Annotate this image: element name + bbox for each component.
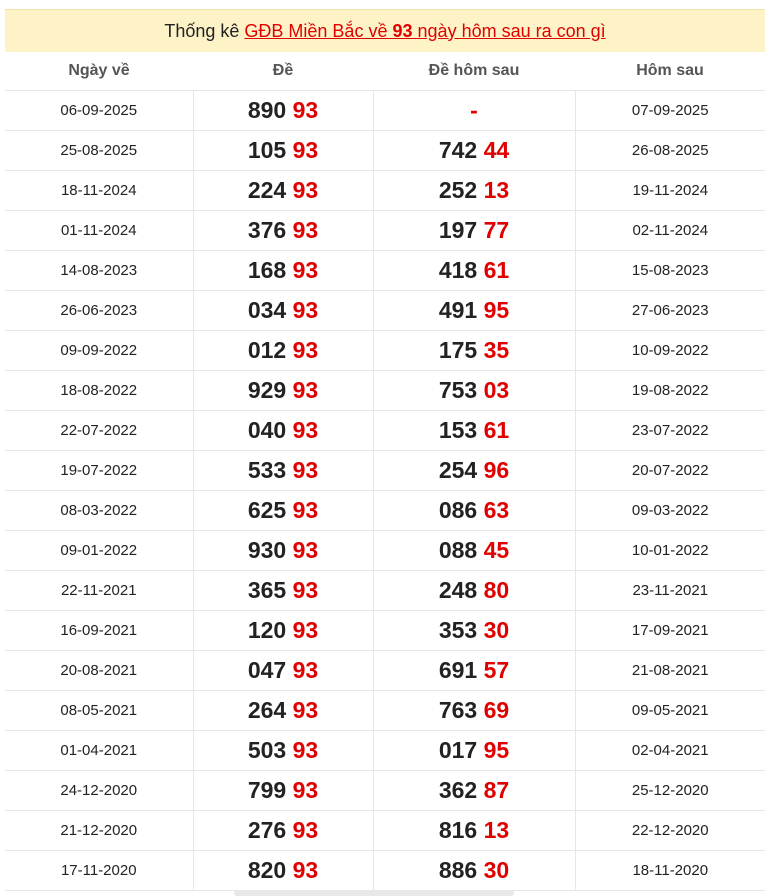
cell-next-date: 26-08-2025 — [575, 131, 765, 171]
next-tail: 87 — [483, 777, 510, 803]
de-head: 047 — [247, 657, 287, 683]
next-tail: 44 — [483, 137, 510, 163]
de-head: 040 — [247, 417, 287, 443]
cell-next-de — [373, 691, 575, 731]
de-head: 533 — [247, 457, 287, 483]
de-tail: 93 — [292, 297, 319, 323]
cell-date: 20-08-2021 — [5, 651, 193, 691]
de-tail: 93 — [292, 97, 319, 123]
cell-de — [193, 411, 373, 451]
cell-next-de — [373, 651, 575, 691]
table-row — [5, 211, 765, 251]
scrollbar-hint — [234, 890, 514, 896]
cell-next-de — [373, 611, 575, 651]
next-tail: 61 — [483, 417, 510, 443]
cell-next-date: 09-05-2021 — [575, 691, 765, 731]
next-head: 362 — [438, 777, 478, 803]
table-row — [5, 411, 765, 451]
cell-de — [193, 371, 373, 411]
cell-de — [193, 91, 373, 131]
table-row — [5, 851, 765, 891]
table-row — [5, 291, 765, 331]
table-row — [5, 171, 765, 211]
cell-next-de — [373, 411, 575, 451]
cell-de — [193, 251, 373, 291]
de-head: 168 — [247, 257, 287, 283]
cell-next-de — [373, 531, 575, 571]
cell-next-de — [373, 291, 575, 331]
cell-de — [193, 211, 373, 251]
cell-date: 06-09-2025 — [5, 91, 193, 131]
cell-date: 22-07-2022 — [5, 411, 193, 451]
de-head: 890 — [247, 97, 287, 123]
de-tail: 93 — [292, 657, 319, 683]
next-tail: 69 — [483, 697, 510, 723]
cell-next-de — [373, 851, 575, 891]
cell-next-date: 20-07-2022 — [575, 451, 765, 491]
next-head: 248 — [438, 577, 478, 603]
next-tail: 96 — [483, 457, 510, 483]
cell-next-date: 27-06-2023 — [575, 291, 765, 331]
title-link-suffix: ngày hôm sau ra con gì — [417, 20, 606, 41]
de-head: 365 — [247, 577, 287, 603]
cell-de — [193, 851, 373, 891]
title-bar — [5, 9, 765, 52]
de-head: 376 — [247, 217, 287, 243]
cell-next-date: 17-09-2021 — [575, 611, 765, 651]
cell-date: 09-01-2022 — [5, 531, 193, 571]
de-tail: 93 — [292, 537, 319, 563]
table-row — [5, 611, 765, 651]
cell-next-date: 10-09-2022 — [575, 331, 765, 371]
de-head: 034 — [247, 297, 287, 323]
cell-next-de — [373, 731, 575, 771]
cell-date: 21-12-2020 — [5, 811, 193, 851]
de-tail: 93 — [292, 137, 319, 163]
cell-next-date: 10-01-2022 — [575, 531, 765, 571]
cell-next-date: 23-11-2021 — [575, 571, 765, 611]
cell-next-date: 02-04-2021 — [575, 731, 765, 771]
de-head: 799 — [247, 777, 287, 803]
de-tail: 93 — [292, 417, 319, 443]
cell-next-de — [373, 491, 575, 531]
cell-next-de — [373, 331, 575, 371]
next-tail: 13 — [483, 177, 510, 203]
cell-next-date: 19-08-2022 — [575, 371, 765, 411]
cell-next-date: 23-07-2022 — [575, 411, 765, 451]
cell-date: 17-11-2020 — [5, 851, 193, 891]
column-header-de: Đề — [193, 52, 373, 91]
next-head: 691 — [438, 657, 478, 683]
table-row — [5, 571, 765, 611]
table-body — [5, 91, 765, 891]
next-head: 197 — [438, 217, 478, 243]
next-tail: 80 — [483, 577, 510, 603]
next-tail: 03 — [483, 377, 510, 403]
next-head: 491 — [438, 297, 478, 323]
cell-de — [193, 291, 373, 331]
table-row — [5, 691, 765, 731]
cell-next-de — [373, 451, 575, 491]
cell-date: 19-07-2022 — [5, 451, 193, 491]
next-head: 086 — [438, 497, 478, 523]
table-row — [5, 651, 765, 691]
next-head: 753 — [438, 377, 478, 403]
table-row — [5, 771, 765, 811]
next-tail: - — [470, 97, 478, 123]
column-header-date: Ngày về — [5, 52, 193, 91]
next-head: 252 — [438, 177, 478, 203]
de-tail: 93 — [292, 337, 319, 363]
table-row — [5, 531, 765, 571]
de-head: 105 — [247, 137, 287, 163]
cell-de — [193, 491, 373, 531]
cell-next-de — [373, 171, 575, 211]
cell-next-de — [373, 131, 575, 171]
next-tail: 57 — [483, 657, 510, 683]
cell-de — [193, 131, 373, 171]
table-row — [5, 451, 765, 491]
cell-de — [193, 331, 373, 371]
stats-table — [5, 52, 765, 891]
de-head: 224 — [247, 177, 287, 203]
next-tail: 61 — [483, 257, 510, 283]
cell-next-de — [373, 91, 575, 131]
title-link-main: GĐB Miền Bắc về — [244, 20, 388, 41]
cell-de — [193, 771, 373, 811]
cell-de — [193, 731, 373, 771]
cell-de — [193, 611, 373, 651]
table-row — [5, 371, 765, 411]
cell-next-de — [373, 811, 575, 851]
column-header-next-de: Đề hôm sau — [373, 52, 575, 91]
title-prefix: Thống kê — [164, 20, 240, 41]
cell-next-date: 07-09-2025 — [575, 91, 765, 131]
de-tail: 93 — [292, 257, 319, 283]
de-head: 276 — [247, 817, 287, 843]
next-head: 418 — [438, 257, 478, 283]
de-tail: 93 — [292, 777, 319, 803]
next-tail: 30 — [483, 617, 510, 643]
next-tail: 13 — [483, 817, 510, 843]
next-head: 175 — [438, 337, 478, 363]
column-header-next-date: Hôm sau — [575, 52, 765, 91]
de-tail: 93 — [292, 617, 319, 643]
next-tail: 45 — [483, 537, 510, 563]
de-head: 930 — [247, 537, 287, 563]
cell-date: 08-03-2022 — [5, 491, 193, 531]
table-row — [5, 731, 765, 771]
de-head: 820 — [247, 857, 287, 883]
table-row — [5, 331, 765, 371]
de-tail: 93 — [292, 217, 319, 243]
cell-date: 01-04-2021 — [5, 731, 193, 771]
cell-next-date: 09-03-2022 — [575, 491, 765, 531]
table-header-row — [5, 52, 765, 91]
de-tail: 93 — [292, 857, 319, 883]
cell-date: 01-11-2024 — [5, 211, 193, 251]
cell-date: 18-11-2024 — [5, 171, 193, 211]
next-head: 816 — [438, 817, 478, 843]
de-head: 625 — [247, 497, 287, 523]
cell-next-de — [373, 251, 575, 291]
de-head: 120 — [247, 617, 287, 643]
de-tail: 93 — [292, 577, 319, 603]
cell-date: 26-06-2023 — [5, 291, 193, 331]
de-head: 503 — [247, 737, 287, 763]
de-tail: 93 — [292, 737, 319, 763]
cell-de — [193, 691, 373, 731]
next-head: 742 — [438, 137, 478, 163]
cell-next-date: 19-11-2024 — [575, 171, 765, 211]
next-head: 763 — [438, 697, 478, 723]
cell-next-date: 02-11-2024 — [575, 211, 765, 251]
cell-next-date: 18-11-2020 — [575, 851, 765, 891]
table-row — [5, 811, 765, 851]
cell-next-de — [373, 771, 575, 811]
cell-de — [193, 651, 373, 691]
cell-next-de — [373, 211, 575, 251]
cell-date: 22-11-2021 — [5, 571, 193, 611]
cell-next-date: 21-08-2021 — [575, 651, 765, 691]
de-tail: 93 — [292, 817, 319, 843]
cell-date: 24-12-2020 — [5, 771, 193, 811]
next-tail: 95 — [483, 737, 510, 763]
table-row — [5, 91, 765, 131]
cell-date: 16-09-2021 — [5, 611, 193, 651]
cell-de — [193, 811, 373, 851]
next-tail: 77 — [483, 217, 510, 243]
next-head: 017 — [438, 737, 478, 763]
next-head: 153 — [438, 417, 478, 443]
de-tail: 93 — [292, 177, 319, 203]
de-head: 929 — [247, 377, 287, 403]
cell-next-date: 22-12-2020 — [575, 811, 765, 851]
cell-next-date: 25-12-2020 — [575, 771, 765, 811]
table-row — [5, 131, 765, 171]
de-head: 264 — [247, 697, 287, 723]
de-tail: 93 — [292, 697, 319, 723]
next-tail: 95 — [483, 297, 510, 323]
next-tail: 63 — [483, 497, 510, 523]
table-row — [5, 491, 765, 531]
cell-next-de — [373, 371, 575, 411]
title-link-number: 93 — [392, 20, 413, 41]
de-tail: 93 — [292, 457, 319, 483]
next-head: 088 — [438, 537, 478, 563]
de-tail: 93 — [292, 377, 319, 403]
next-head: 886 — [438, 857, 478, 883]
cell-date: 25-08-2025 — [5, 131, 193, 171]
de-tail: 93 — [292, 497, 319, 523]
table-row — [5, 251, 765, 291]
cell-date: 09-09-2022 — [5, 331, 193, 371]
de-head: 012 — [247, 337, 287, 363]
cell-date: 08-05-2021 — [5, 691, 193, 731]
stats-panel — [5, 9, 765, 891]
cell-next-date: 15-08-2023 — [575, 251, 765, 291]
next-head: 353 — [438, 617, 478, 643]
title-link[interactable] — [244, 21, 605, 42]
cell-de — [193, 451, 373, 491]
cell-next-de — [373, 571, 575, 611]
cell-de — [193, 571, 373, 611]
cell-de — [193, 171, 373, 211]
cell-de — [193, 531, 373, 571]
next-tail: 30 — [483, 857, 510, 883]
next-head: 254 — [438, 457, 478, 483]
next-tail: 35 — [483, 337, 510, 363]
cell-date: 14-08-2023 — [5, 251, 193, 291]
cell-date: 18-08-2022 — [5, 371, 193, 411]
